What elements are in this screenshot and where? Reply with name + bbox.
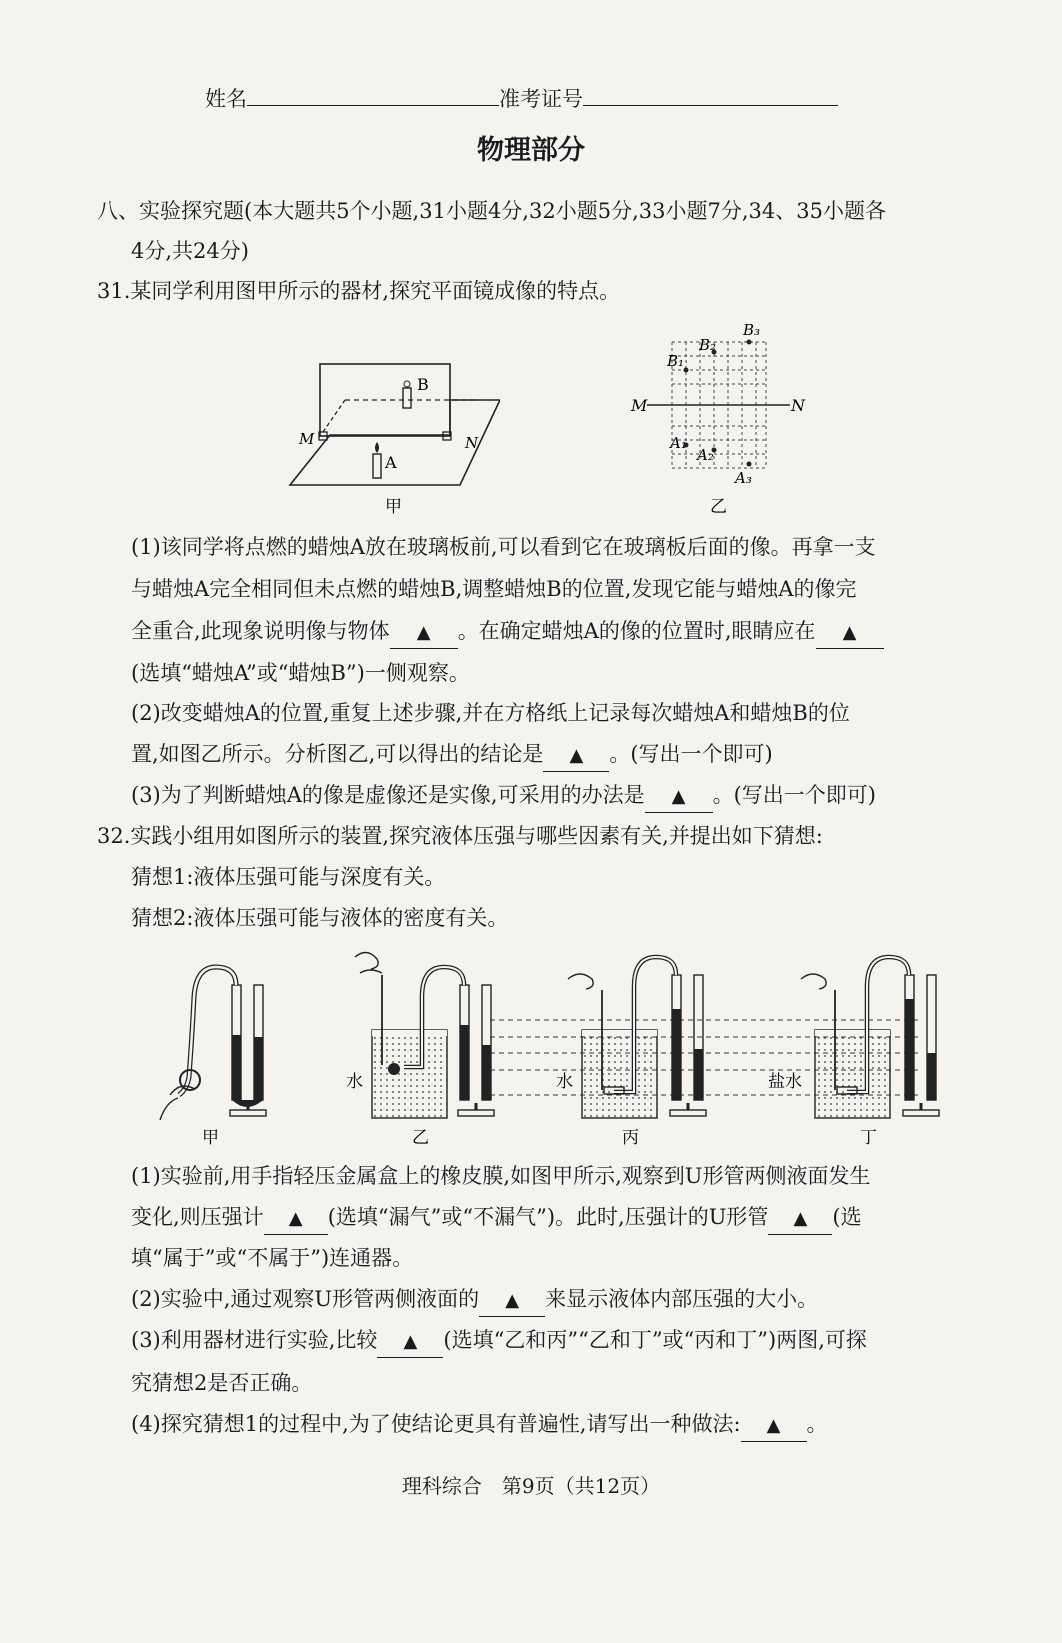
answer-blank[interactable]: [816, 616, 884, 649]
fig-yi-label-a3: A₃: [735, 469, 752, 487]
answer-blank[interactable]: [377, 1325, 443, 1358]
section8-heading-1: 八、实验探究题(本大题共5个小题,31小题4分,32小题5分,33小题7分,34、35小题各: [97, 199, 886, 223]
blank-mark: ▲: [416, 622, 431, 643]
fig-jia-label-m: M: [299, 430, 315, 448]
exam-id-field[interactable]: [583, 105, 838, 106]
q31-stem: 31.某同学利用图甲所示的器材,探究平面镜成像的特点。: [97, 279, 621, 303]
fig-jia-label-b: B: [417, 375, 429, 394]
fig-jia-label-a: A: [385, 453, 397, 472]
name-label: 姓名: [205, 87, 247, 111]
q31-p1-line3-b: 。在确定蜡烛A的像的位置时,眼睛应在: [457, 619, 816, 643]
q32-p4-b: 。: [806, 1412, 828, 1436]
fig32-caption-ding: 丁: [860, 1128, 877, 1148]
beaker-ding: [768, 957, 939, 1148]
answer-blank[interactable]: [479, 1284, 545, 1317]
exam-id-label: 准考证号: [499, 87, 583, 111]
answer-blank[interactable]: [264, 1202, 328, 1235]
q32-p4: [131, 1403, 828, 1445]
blank-mark: ▲: [793, 1208, 808, 1229]
q31-p2-line2: [131, 733, 773, 775]
fig-yi-label-b1: B₁: [667, 352, 685, 370]
q31-p2-line2-a: 置,如图乙所示。分析图乙,可以得出的结论是: [131, 742, 544, 766]
q32-p1-line2-c: (选: [832, 1205, 862, 1229]
q31-p1-line2: 与蜡烛A完全相同但未点燃的蜡烛B,调整蜡烛B的位置,发现它能与蜡烛A的像完: [131, 577, 857, 601]
page-footer: 理科综合 第9页（共12页）: [401, 1474, 661, 1498]
q32-p1-line2-a: 变化,则压强计: [131, 1205, 264, 1229]
answer-blank[interactable]: [741, 1409, 807, 1442]
fig32-caption-yi: 乙: [412, 1128, 429, 1148]
q31-p1-line3: [131, 610, 884, 652]
q32-p1-line2-b: (选填“漏气”或“不漏气”)。此时,压强计的U形管: [327, 1205, 769, 1229]
q31-p1-line4: (选填“蜡烛A”或“蜡烛B”)一侧观察。: [131, 661, 470, 685]
fig-yi-label-a2: A₂: [697, 446, 714, 464]
blank-mark: ▲: [569, 745, 584, 766]
q32-p1-line1: (1)实验前,用手指轻压金属盒上的橡皮膜,如图甲所示,观察到U形管两侧液面发生: [131, 1164, 871, 1188]
blank-mark: ▲: [505, 1290, 520, 1311]
answer-blank[interactable]: [768, 1202, 832, 1235]
fig-yi-label-b3: B₃: [743, 321, 761, 339]
fig32-caption-jia: 甲: [202, 1128, 219, 1148]
blank-mark: ▲: [403, 1331, 418, 1352]
fig32-label-water1: 水: [346, 1072, 363, 1092]
q32-p3-a: (3)利用器材进行实验,比较: [131, 1328, 378, 1352]
fig32-label-brine: 盐水: [768, 1072, 802, 1092]
q32-p2: [131, 1278, 818, 1320]
fig-yi-label-m: M: [631, 396, 648, 415]
name-field[interactable]: [247, 105, 499, 106]
q32-figures: [150, 945, 950, 1150]
fig-yi-label-b2: B₂: [699, 336, 717, 354]
q32-stem: 32.实践小组用如图所示的装置,探究液体压强与哪些因素有关,并提出如下猜想:: [97, 824, 823, 848]
q31-p3: [131, 774, 876, 816]
fig-yi-label-n: N: [791, 396, 805, 415]
q32-guess2: 猜想2:液体压强可能与液体的密度有关。: [131, 906, 509, 930]
q32-p2-a: (2)实验中,通过观察U形管两侧液面的: [131, 1287, 480, 1311]
q31-p2-line1: (2)改变蜡烛A的位置,重复上述步骤,并在方格纸上记录每次蜡烛A和蜡烛B的位: [131, 701, 850, 725]
q32-guess1: 猜想1:液体压强可能与深度有关。: [131, 865, 446, 889]
answer-blank[interactable]: [645, 780, 713, 813]
q32-p2-b: 来显示液体内部压强的大小。: [545, 1287, 819, 1311]
fig-jia-caption: 甲: [385, 497, 402, 517]
q31-p3-a: (3)为了判断蜡烛A的像是虚像还是实像,可采用的办法是: [131, 783, 645, 807]
fig32-caption-bing: 丙: [622, 1128, 639, 1148]
blank-mark: ▲: [766, 1415, 781, 1436]
q32-p3-line2: 究猜想2是否正确。: [131, 1371, 313, 1395]
q32-p3-b: (选填“乙和丙”“乙和丁”或“丙和丁”)两图,可探: [443, 1328, 867, 1352]
q32-p4-a: (4)探究猜想1的过程中,为了使结论更具有普遍性,请写出一种做法:: [131, 1412, 741, 1436]
fig32-label-water2: 水: [556, 1072, 573, 1092]
beaker-yi: [346, 952, 494, 1148]
answer-blank[interactable]: [543, 739, 609, 772]
q32-p1-line3: 填“属于”或“不属于”)连通器。: [131, 1246, 414, 1270]
answer-blank[interactable]: [390, 616, 458, 649]
q31-p1-line3-a: 全重合,此现象说明像与物体: [131, 619, 390, 643]
fig-yi-caption: 乙: [710, 497, 727, 517]
q31-p2-line2-b: 。(写出一个即可): [609, 742, 773, 766]
section8-heading-2: 4分,共24分): [131, 239, 249, 263]
q31-p3-b: 。(写出一个即可): [712, 783, 876, 807]
q32-p3-line1: [131, 1319, 867, 1361]
q32-p1-line2: [131, 1196, 862, 1238]
blank-mark: ▲: [288, 1208, 303, 1229]
name-label-row: [205, 78, 838, 120]
gauge-jia: [160, 967, 266, 1148]
blank-mark: ▲: [842, 622, 857, 643]
q31-figure-yi: [625, 320, 810, 520]
section-title: 物理部分: [477, 135, 585, 166]
fig-jia-label-n: N: [465, 434, 479, 452]
q31-figure-jia: [285, 350, 500, 520]
fig-yi-label-a1: A₁: [670, 434, 687, 452]
q31-p1-line1: (1)该同学将点燃的蜡烛A放在玻璃板前,可以看到它在玻璃板后面的像。再拿一支: [131, 535, 876, 559]
blank-mark: ▲: [671, 786, 686, 807]
